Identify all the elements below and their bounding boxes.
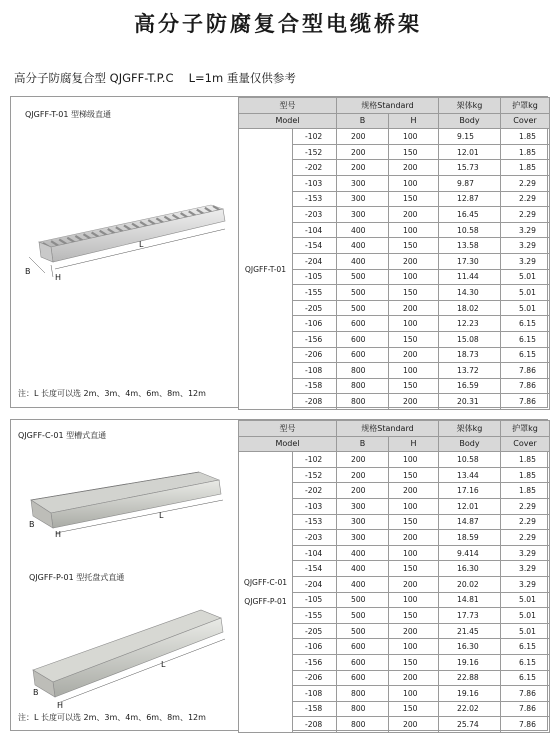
row-cover: 7.86 xyxy=(501,686,550,702)
ladder-tray-label: QJGFF-T-01 型梯级直通 xyxy=(25,110,111,119)
row-code: -156 xyxy=(293,331,337,347)
row-cover: 5.01 xyxy=(501,269,550,285)
header-body-en: Body xyxy=(439,436,501,452)
row-b: 800 xyxy=(337,686,389,702)
table-header-row xyxy=(239,421,550,437)
row-body: 13.58 xyxy=(439,238,501,254)
row-body: 11.44 xyxy=(439,269,501,285)
trough-dim-h: H xyxy=(55,530,62,539)
row-b: 400 xyxy=(337,238,389,254)
row-cover: 3.29 xyxy=(501,253,550,269)
row-b: 200 xyxy=(337,160,389,176)
row-cover: 1.85 xyxy=(501,467,550,483)
ladder-length-note: 注：L 长度可以选 2m、3m、4m、6m、8m、12m xyxy=(18,389,206,398)
row-body: 9.414 xyxy=(439,545,501,561)
row-code: -152 xyxy=(293,144,337,160)
row-code: -108 xyxy=(293,363,337,379)
row-body: 19.16 xyxy=(439,686,501,702)
row-b: 600 xyxy=(337,670,389,686)
row-h: 150 xyxy=(389,191,439,207)
row-cover: 1.85 xyxy=(501,160,550,176)
row-code: -156 xyxy=(293,654,337,670)
row-code: -208 xyxy=(293,717,337,733)
header-spec: 规格Standard xyxy=(337,421,439,437)
row-b: 400 xyxy=(337,576,389,592)
row-cover: 1.85 xyxy=(501,452,550,468)
row-b: 600 xyxy=(337,639,389,655)
row-code: -202 xyxy=(293,483,337,499)
header-body-en: Body xyxy=(439,113,501,129)
row-h: 200 xyxy=(389,160,439,176)
model-name: QJGFF-T-01 xyxy=(244,264,287,274)
row-code: -206 xyxy=(293,670,337,686)
row-b: 200 xyxy=(337,129,389,145)
row-h: 150 xyxy=(389,467,439,483)
model-cell xyxy=(239,129,293,410)
row-cover: 1.85 xyxy=(501,129,550,145)
row-cover: 7.86 xyxy=(501,701,550,717)
row-code: -106 xyxy=(293,316,337,332)
row-cover: 3.29 xyxy=(501,561,550,577)
row-cover: 2.29 xyxy=(501,191,550,207)
row-cover: 5.01 xyxy=(501,608,550,624)
row-code: -104 xyxy=(293,222,337,238)
pallet-dim-b: B xyxy=(33,688,39,697)
row-h: 100 xyxy=(389,222,439,238)
header-model-en: Model xyxy=(239,436,337,452)
row-body: 16.59 xyxy=(439,378,501,394)
row-cover: 3.29 xyxy=(501,545,550,561)
header-model-en: Model xyxy=(239,113,337,129)
row-b: 200 xyxy=(337,144,389,160)
row-code: -202 xyxy=(293,160,337,176)
row-b: 200 xyxy=(337,452,389,468)
row-h: 100 xyxy=(389,175,439,191)
header-h: H xyxy=(389,113,439,129)
row-code: -154 xyxy=(293,238,337,254)
row-cover: 1.85 xyxy=(501,483,550,499)
row-cover: 7.86 xyxy=(501,363,550,379)
row-b: 800 xyxy=(337,394,389,410)
row-body: 18.73 xyxy=(439,347,501,363)
row-body: 19.16 xyxy=(439,654,501,670)
row-b: 400 xyxy=(337,545,389,561)
row-b: 300 xyxy=(337,175,389,191)
row-h: 200 xyxy=(389,300,439,316)
row-cover: 7.86 xyxy=(501,378,550,394)
row-body: 12.87 xyxy=(439,191,501,207)
row-h: 150 xyxy=(389,378,439,394)
row-body: 9.15 xyxy=(439,129,501,145)
pallet-tray-label: QJGFF-P-01 型托盘式直通 xyxy=(29,573,125,582)
row-body: 22.02 xyxy=(439,701,501,717)
row-code: -103 xyxy=(293,175,337,191)
header-h: H xyxy=(389,436,439,452)
row-h: 150 xyxy=(389,561,439,577)
row-b: 400 xyxy=(337,253,389,269)
row-cover: 5.01 xyxy=(501,623,550,639)
header-model-cn: 型号 xyxy=(239,98,337,114)
row-code: -103 xyxy=(293,498,337,514)
row-code: -206 xyxy=(293,347,337,363)
row-body: 9.87 xyxy=(439,175,501,191)
row-cover: 3.29 xyxy=(501,222,550,238)
row-h: 150 xyxy=(389,514,439,530)
row-cover: 2.29 xyxy=(501,530,550,546)
header-model-cn: 型号 xyxy=(239,421,337,437)
trough-tray-image-panel xyxy=(11,420,238,730)
row-b: 500 xyxy=(337,592,389,608)
row-h: 200 xyxy=(389,576,439,592)
ladder-tray-image-panel xyxy=(11,97,238,407)
header-body-cn: 架体kg xyxy=(439,421,501,437)
row-body: 12.01 xyxy=(439,498,501,514)
ladder-dim-l: L xyxy=(139,240,144,249)
row-body: 17.30 xyxy=(439,253,501,269)
row-cover: 6.15 xyxy=(501,670,550,686)
row-body: 13.72 xyxy=(439,363,501,379)
row-body: 20.02 xyxy=(439,576,501,592)
header-cover-en: Cover xyxy=(501,436,550,452)
row-code: -203 xyxy=(293,530,337,546)
row-body: 21.45 xyxy=(439,623,501,639)
pallet-dim-h: H xyxy=(57,701,64,710)
table-row xyxy=(239,129,550,145)
row-h: 200 xyxy=(389,394,439,410)
row-b: 400 xyxy=(337,222,389,238)
table-header-row-en xyxy=(239,113,550,129)
row-h: 200 xyxy=(389,530,439,546)
row-b: 500 xyxy=(337,300,389,316)
row-code: -153 xyxy=(293,191,337,207)
row-body: 15.08 xyxy=(439,331,501,347)
row-code: -105 xyxy=(293,269,337,285)
table-row xyxy=(239,452,550,468)
row-h: 150 xyxy=(389,331,439,347)
row-cover: 1.85 xyxy=(501,144,550,160)
row-cover: 5.01 xyxy=(501,300,550,316)
row-cover: 6.15 xyxy=(501,639,550,655)
table-header-row xyxy=(239,98,550,114)
row-cover: 5.01 xyxy=(501,592,550,608)
row-b: 300 xyxy=(337,514,389,530)
row-b: 200 xyxy=(337,483,389,499)
row-b: 500 xyxy=(337,623,389,639)
row-code: -153 xyxy=(293,514,337,530)
row-b: 300 xyxy=(337,207,389,223)
row-body: 18.59 xyxy=(439,530,501,546)
row-h: 200 xyxy=(389,253,439,269)
row-code: -208 xyxy=(293,394,337,410)
header-cover-en: Cover xyxy=(501,113,550,129)
row-b: 500 xyxy=(337,285,389,301)
header-b: B xyxy=(337,436,389,452)
row-h: 100 xyxy=(389,452,439,468)
row-code: -104 xyxy=(293,545,337,561)
row-code: -106 xyxy=(293,639,337,655)
row-body: 10.58 xyxy=(439,222,501,238)
table-header-row-en xyxy=(239,436,550,452)
row-h: 100 xyxy=(389,129,439,145)
row-code: -205 xyxy=(293,300,337,316)
row-body: 14.81 xyxy=(439,592,501,608)
trough-dim-l: L xyxy=(159,511,164,520)
row-cover: 3.29 xyxy=(501,576,550,592)
row-b: 800 xyxy=(337,363,389,379)
row-cover: 5.01 xyxy=(501,285,550,301)
row-code: -102 xyxy=(293,129,337,145)
row-h: 100 xyxy=(389,545,439,561)
row-cover: 7.86 xyxy=(501,394,550,410)
row-h: 150 xyxy=(389,144,439,160)
row-cover: 2.29 xyxy=(501,175,550,191)
row-b: 400 xyxy=(337,561,389,577)
row-body: 16.30 xyxy=(439,639,501,655)
row-h: 200 xyxy=(389,670,439,686)
row-h: 150 xyxy=(389,654,439,670)
page-subtitle: 高分子防腐复合型 QJGFF-T.P.C L=1m 重量仅供参考 xyxy=(14,71,296,85)
page-title: 高分子防腐复合型电缆桥架 xyxy=(134,11,422,36)
header-cover-cn: 护罩kg xyxy=(501,421,550,437)
row-b: 300 xyxy=(337,530,389,546)
row-h: 200 xyxy=(389,483,439,499)
ladder-dim-h: H xyxy=(55,273,62,282)
row-b: 800 xyxy=(337,701,389,717)
header-b: B xyxy=(337,113,389,129)
row-cover: 6.15 xyxy=(501,316,550,332)
row-h: 200 xyxy=(389,207,439,223)
header-cover-cn: 护罩kg xyxy=(501,98,550,114)
row-code: -158 xyxy=(293,378,337,394)
trough-dim-b: B xyxy=(29,520,35,529)
model-name-p: QJGFF-P-01 xyxy=(244,597,287,607)
header-spec: 规格Standard xyxy=(337,98,439,114)
row-code: -105 xyxy=(293,592,337,608)
row-cover: 2.29 xyxy=(501,514,550,530)
row-body: 22.88 xyxy=(439,670,501,686)
row-code: -158 xyxy=(293,701,337,717)
row-cover: 2.29 xyxy=(501,207,550,223)
row-h: 100 xyxy=(389,686,439,702)
row-body: 14.30 xyxy=(439,285,501,301)
row-b: 600 xyxy=(337,347,389,363)
row-b: 500 xyxy=(337,608,389,624)
row-cover: 3.29 xyxy=(501,238,550,254)
row-b: 600 xyxy=(337,316,389,332)
row-code: -155 xyxy=(293,285,337,301)
row-body: 17.16 xyxy=(439,483,501,499)
model-name-c: QJGFF-C-01 xyxy=(243,578,288,588)
trough-tray-label: QJGFF-C-01 型槽式直通 xyxy=(18,431,107,440)
row-h: 100 xyxy=(389,639,439,655)
row-cover: 2.29 xyxy=(501,498,550,514)
trough-tray-section xyxy=(10,419,548,731)
row-body: 17.73 xyxy=(439,608,501,624)
row-b: 500 xyxy=(337,269,389,285)
row-body: 12.01 xyxy=(439,144,501,160)
row-h: 100 xyxy=(389,316,439,332)
row-b: 300 xyxy=(337,191,389,207)
model-cell xyxy=(239,452,293,733)
row-h: 150 xyxy=(389,608,439,624)
row-body: 25.74 xyxy=(439,717,501,733)
row-code: -152 xyxy=(293,467,337,483)
trough-spec-table xyxy=(238,420,550,733)
row-h: 150 xyxy=(389,238,439,254)
row-h: 200 xyxy=(389,717,439,733)
row-body: 16.30 xyxy=(439,561,501,577)
row-code: -102 xyxy=(293,452,337,468)
row-cover: 6.15 xyxy=(501,654,550,670)
row-code: -204 xyxy=(293,253,337,269)
header-body-cn: 架体kg xyxy=(439,98,501,114)
trough-length-note: 注：L 长度可以选 2m、3m、4m、6m、8m、12m xyxy=(18,713,206,722)
row-h: 100 xyxy=(389,592,439,608)
row-h: 100 xyxy=(389,498,439,514)
row-body: 10.58 xyxy=(439,452,501,468)
row-b: 800 xyxy=(337,378,389,394)
row-body: 13.44 xyxy=(439,467,501,483)
ladder-dim-b: B xyxy=(25,267,31,276)
row-cover: 7.86 xyxy=(501,717,550,733)
row-code: -154 xyxy=(293,561,337,577)
row-b: 300 xyxy=(337,498,389,514)
pallet-dim-l: L xyxy=(161,660,166,669)
row-h: 100 xyxy=(389,363,439,379)
ladder-spec-table xyxy=(238,97,550,410)
row-code: -108 xyxy=(293,686,337,702)
row-body: 15.73 xyxy=(439,160,501,176)
row-b: 200 xyxy=(337,467,389,483)
row-cover: 6.15 xyxy=(501,347,550,363)
row-code: -205 xyxy=(293,623,337,639)
row-h: 100 xyxy=(389,269,439,285)
row-b: 600 xyxy=(337,654,389,670)
row-body: 20.31 xyxy=(439,394,501,410)
row-h: 150 xyxy=(389,285,439,301)
ladder-tray-drawing xyxy=(11,97,238,409)
row-h: 150 xyxy=(389,701,439,717)
row-b: 600 xyxy=(337,331,389,347)
row-h: 200 xyxy=(389,623,439,639)
row-cover: 6.15 xyxy=(501,331,550,347)
ladder-tray-section xyxy=(10,96,548,408)
row-h: 200 xyxy=(389,347,439,363)
row-code: -204 xyxy=(293,576,337,592)
row-b: 800 xyxy=(337,717,389,733)
row-body: 12.23 xyxy=(439,316,501,332)
row-code: -155 xyxy=(293,608,337,624)
row-body: 16.45 xyxy=(439,207,501,223)
row-body: 18.02 xyxy=(439,300,501,316)
row-code: -203 xyxy=(293,207,337,223)
row-body: 14.87 xyxy=(439,514,501,530)
